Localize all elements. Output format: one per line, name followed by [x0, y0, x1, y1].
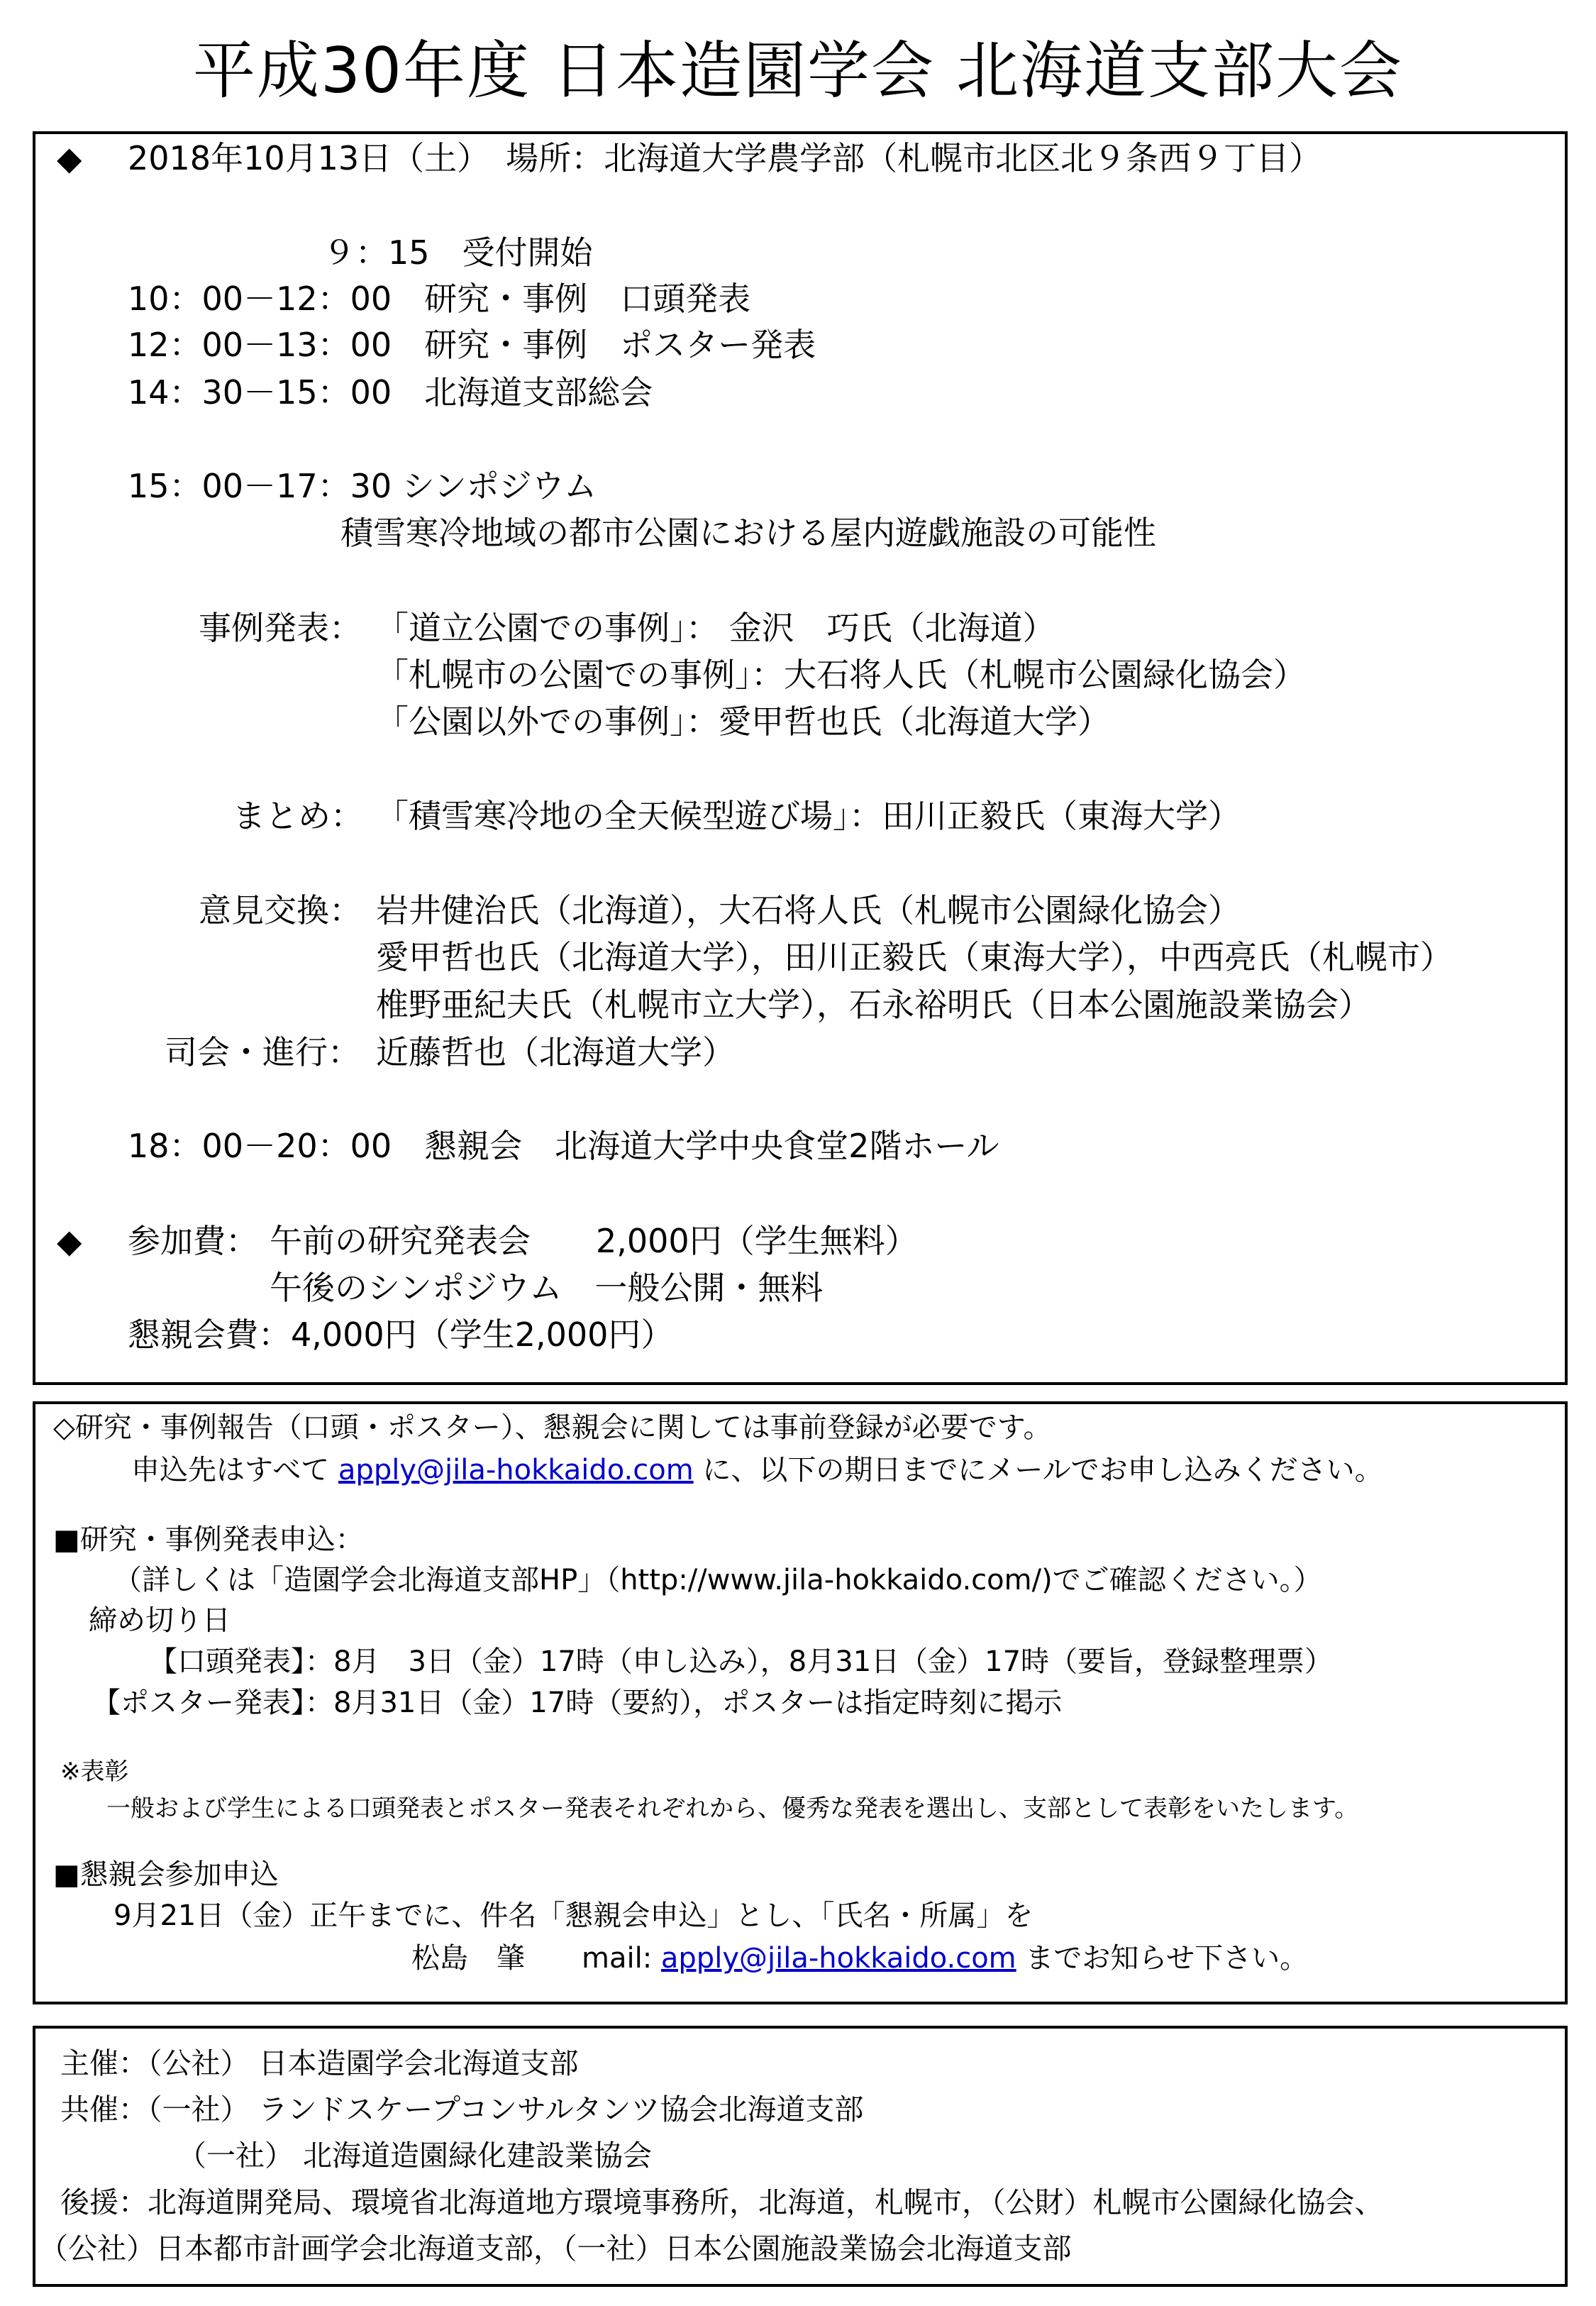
- email-link[interactable]: apply@jila-hokkaido.com: [660, 1942, 1016, 1975]
- date-location: 2018年10月13日（土） 場所：北海道大学農学部（札幌市北区北９条西９丁目）: [128, 139, 1322, 177]
- page-title: 平成30年度 日本造園学会 北海道支部大会: [193, 34, 1403, 107]
- summary-label: まとめ：: [233, 797, 363, 835]
- schedule-item: 12：00－13：00 研究・事例 ポスター発表: [128, 326, 816, 364]
- exchange-item: 岩井健治氏（北海道），大石将人氏（札幌市公園緑化協会）: [376, 891, 1241, 929]
- case-item: 「公園以外での事例」：愛甲哲也氏（北海道大学）: [376, 702, 1110, 741]
- mc: 近藤哲也（北海道大学）: [376, 1033, 735, 1071]
- exchange-item: 椎野亜紀夫氏（札幌市立大学），石永裕明氏（日本公園施設業協会）: [376, 986, 1371, 1024]
- contact-suffix: までお知らせ下さい。: [1025, 1942, 1309, 1975]
- presentation-heading: ■研究・事例発表申込：: [53, 1523, 364, 1556]
- symposium-theme: 積雪寒冷地域の都市公園における屋内遊戯施設の可能性: [340, 514, 1156, 552]
- schedule-item: 14：30－15：00 北海道支部総会: [128, 373, 653, 412]
- email-link[interactable]: apply@jila-hokkaido.com: [338, 1454, 694, 1486]
- cohost: 共催：（一社） ランドスケープコンサルタンツ協会北海道支部: [60, 2092, 864, 2126]
- party-time: 18：00－20：00 懇親会 北海道大学中央食堂2階ホール: [128, 1127, 999, 1165]
- support: （公社）日本都市計画学会北海道支部，（一社）日本公園施設業協会北海道支部: [39, 2231, 1072, 2266]
- apply-line: [131, 1456, 1383, 1484]
- apply-suffix: に、以下の期日までにメールでお申し込みください。: [702, 1454, 1383, 1486]
- fee-morning: 午前の研究発表会 2,000円（学生無料）: [270, 1222, 918, 1260]
- bullet: ◆: [57, 139, 82, 177]
- fee-afternoon: 午後のシンポジウム 一般公開・無料: [270, 1269, 824, 1307]
- deadline-label: 締め切り日: [89, 1604, 231, 1637]
- exchange-item: 愛甲哲也氏（北海道大学），田川正毅氏（東海大学），中西亮氏（札幌市）: [376, 938, 1453, 976]
- contact-line: [411, 1944, 1308, 1973]
- party-heading: ■懇親会参加申込: [53, 1858, 279, 1891]
- cases-label: 事例発表：: [199, 609, 362, 647]
- party-text: 9月21日（金）正午までに、件名「懇親会申込」とし、「氏名・所属」を: [113, 1899, 1033, 1932]
- program-box: [33, 131, 1568, 1385]
- reception-time: ９：15 受付開始: [323, 233, 593, 272]
- mc-label: 司会・進行：: [165, 1033, 360, 1071]
- exchange-label: 意見交換：: [199, 891, 362, 929]
- case-item: 「道立公園での事例」： 金沢 巧氏（北海道）: [376, 609, 1055, 647]
- award-heading: ※表彰: [60, 1758, 129, 1786]
- contact-name: 松島 肇 mail:: [411, 1942, 653, 1975]
- details-text: （詳しくは「造園学会北海道支部HP」（http://www.jila-hokkaido.com/)でご確認ください。）: [113, 1564, 1322, 1596]
- summary: 「積雪寒冷地の全天候型遊び場」：田川正毅氏（東海大学）: [376, 797, 1241, 835]
- party-fee: 懇親会費：4,000円（学生2,000円）: [128, 1315, 674, 1354]
- symposium-time: 15：00－17：30 シンポジウム: [128, 467, 597, 505]
- fee-label: 参加費：: [128, 1222, 258, 1260]
- host: 主催：（公社） 日本造園学会北海道支部: [60, 2046, 579, 2080]
- award-text: 一般および学生による口頭発表とポスター発表それぞれから、優秀な発表を選出し、支部として表彰をいたします。: [106, 1794, 1359, 1823]
- apply-prefix: 申込先はすべて: [131, 1454, 330, 1486]
- registration-notice: ◇研究・事例報告（口頭・ポスター）、懇親会に関しては事前登録が必要です。: [53, 1411, 1052, 1444]
- oral-deadline: 【口頭発表】：8月 3日（金）17時（申し込み），8月31日（金）17時（要旨，登録整理票）: [149, 1645, 1334, 1678]
- support: 後援：北海道開発局、環境省北海道地方環境事務所，北海道，札幌市，（公財）札幌市公園緑化協会、: [60, 2185, 1384, 2219]
- schedule-item: 10：00－12：00 研究・事例 口頭発表: [128, 280, 751, 318]
- case-item: 「札幌市の公園での事例」：大石将人氏（札幌市公園緑化協会）: [376, 656, 1306, 694]
- cohost: （一社） 北海道造園緑化建設業協会: [177, 2139, 653, 2173]
- poster-deadline: 【ポスター発表】：8月31日（金）17時（要約），ポスターは指定時刻に掲示: [92, 1687, 1063, 1719]
- bullet: ◆: [57, 1222, 82, 1260]
